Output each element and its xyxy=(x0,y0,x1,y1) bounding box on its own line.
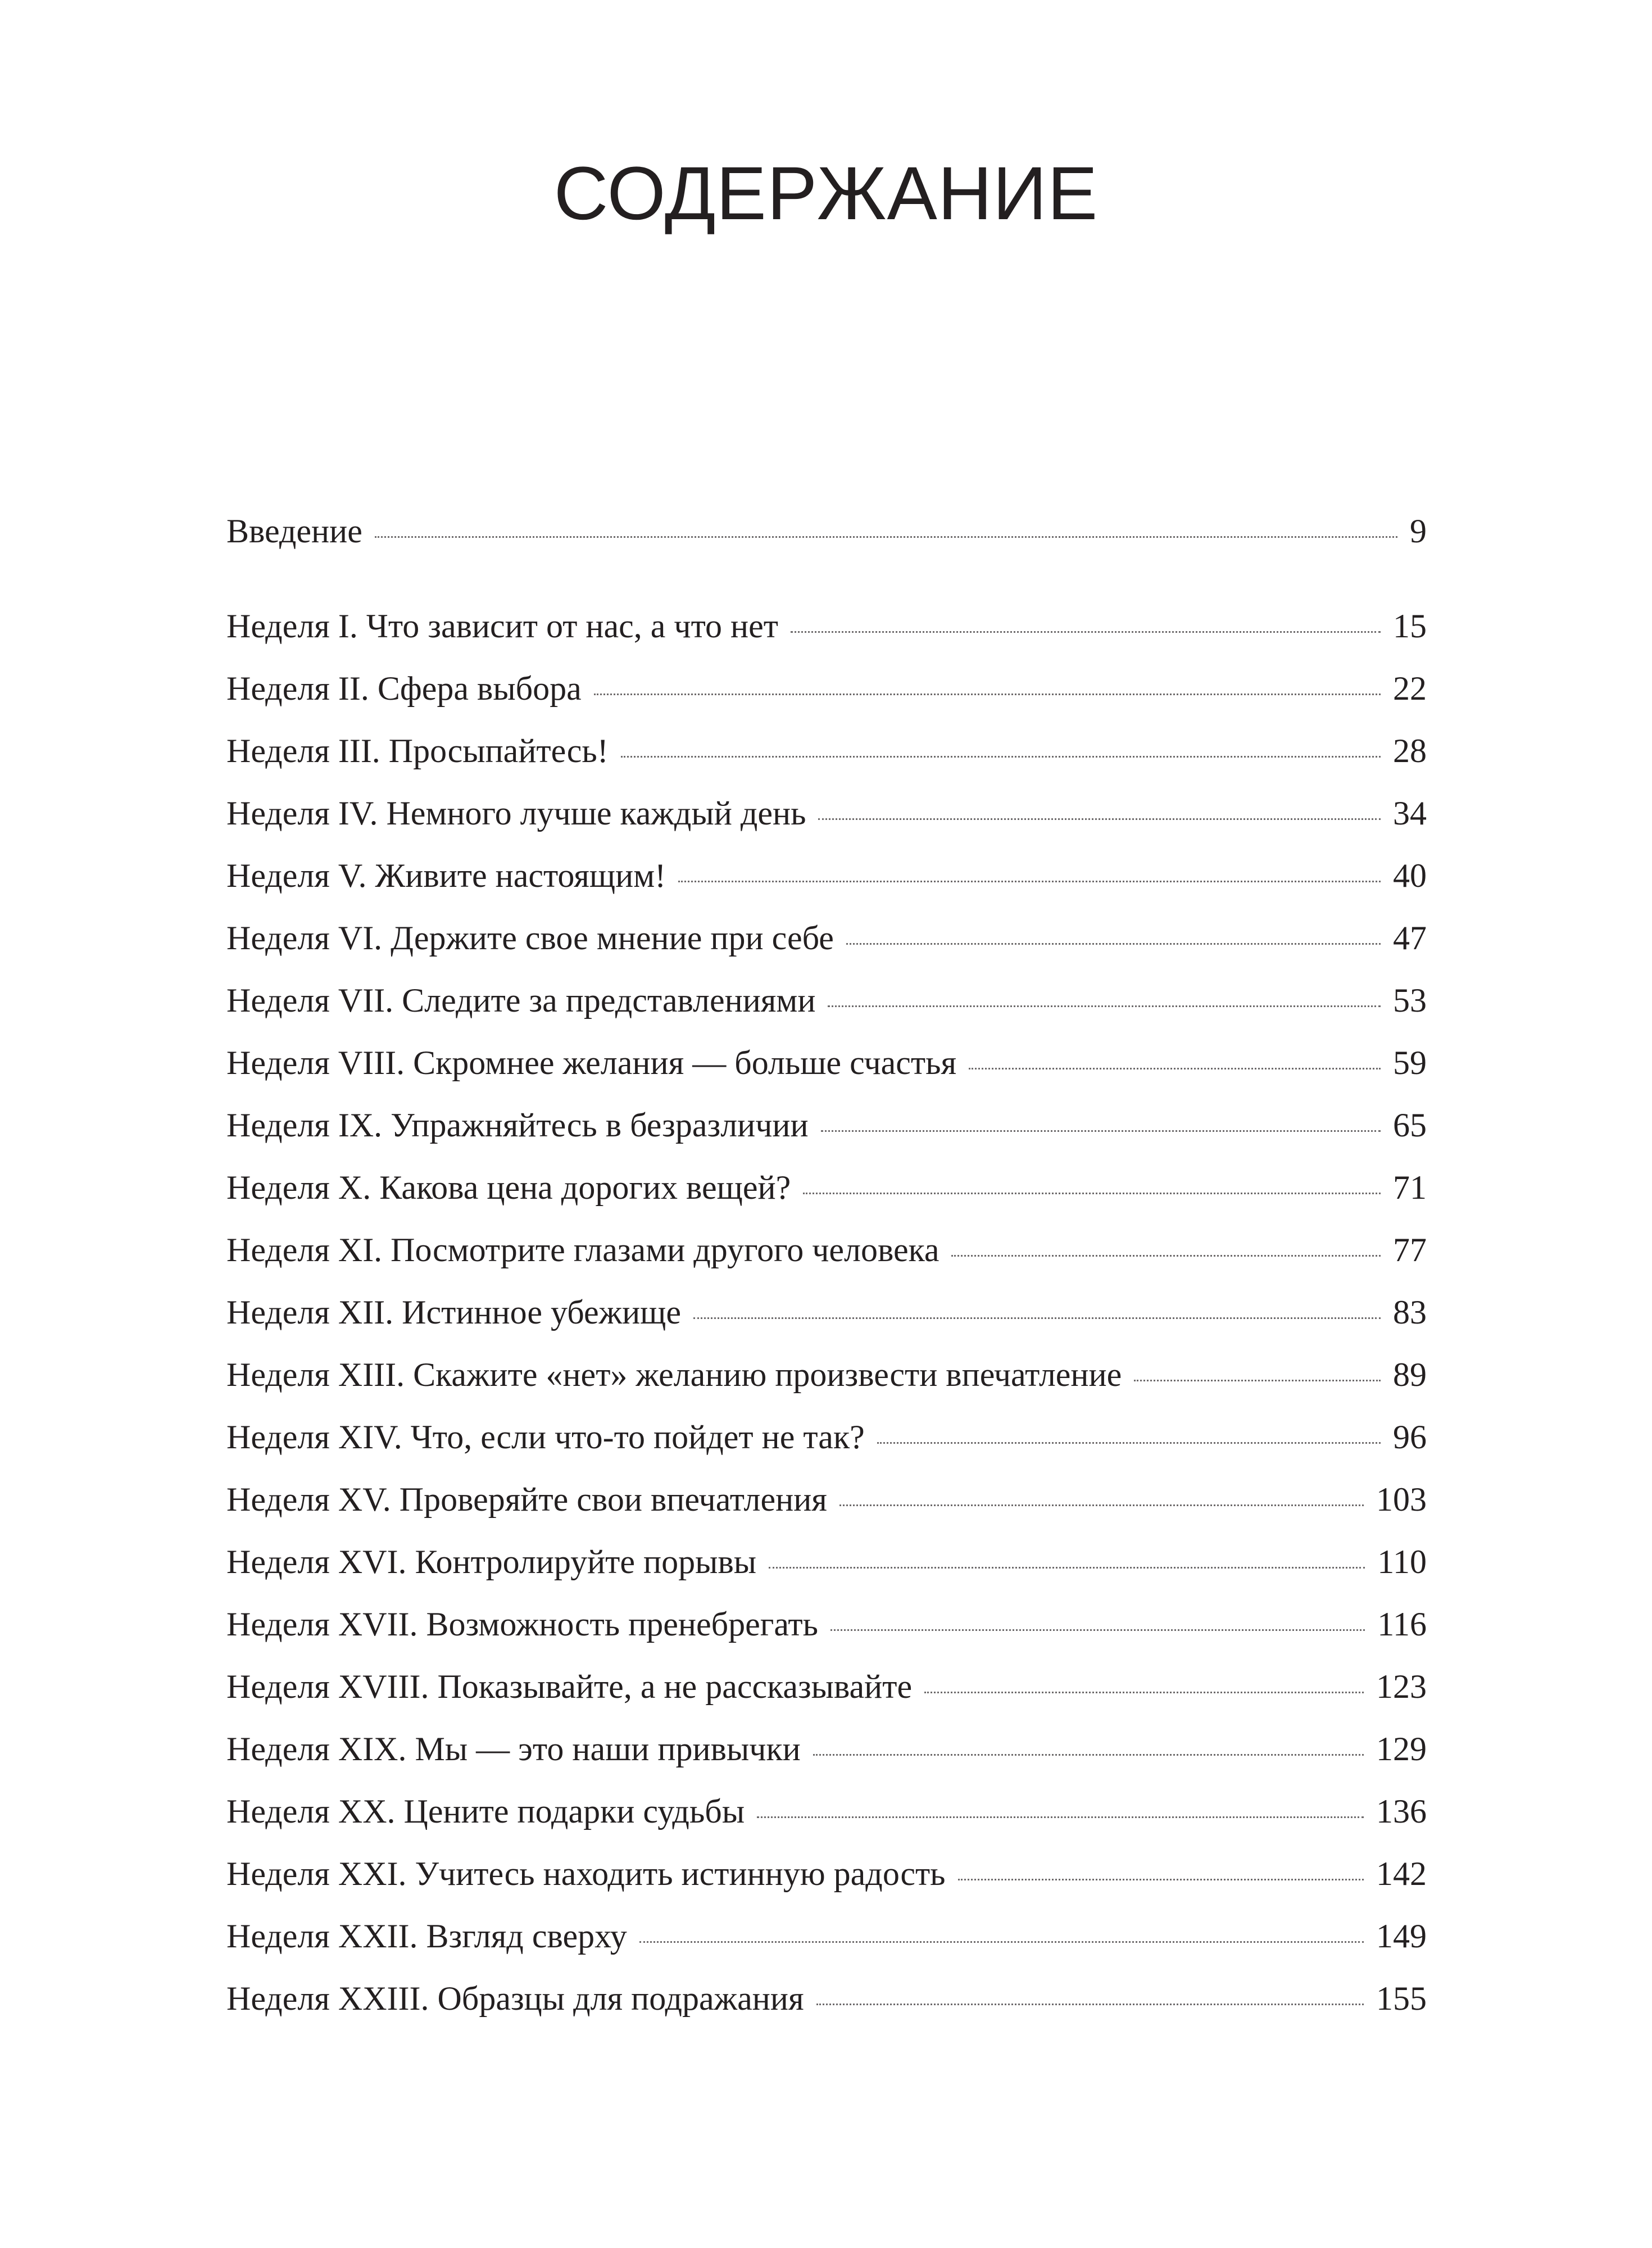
toc-dot-leader xyxy=(969,1068,1381,1069)
toc-dot-leader xyxy=(816,2004,1364,2005)
toc-entry-label: Неделя IX. Упражняйтесь в безразличии xyxy=(226,1107,809,1144)
toc-entry-page: 149 xyxy=(1376,1918,1427,1955)
toc-entry-page: 123 xyxy=(1376,1668,1427,1705)
toc-entry-label: Неделя XIX. Мы — это наши привычки xyxy=(226,1730,801,1767)
toc-dot-leader xyxy=(818,818,1381,820)
toc-entry-label: Введение xyxy=(226,513,362,550)
toc-entry-week-8 xyxy=(226,1032,1427,1094)
toc-entry-week-21 xyxy=(226,1843,1427,1905)
toc-entry-label: Неделя I. Что зависит от нас, а что нет xyxy=(226,608,779,645)
toc-entry-page: 71 xyxy=(1393,1169,1427,1206)
toc-dot-leader xyxy=(791,631,1381,633)
toc-dot-leader xyxy=(924,1692,1364,1693)
toc-entry-page: 77 xyxy=(1393,1231,1427,1268)
toc-entry-page: 15 xyxy=(1393,608,1427,645)
toc-entry-page: 59 xyxy=(1393,1044,1427,1081)
toc-entry-label: Неделя XI. Посмотрите глазами другого человека xyxy=(226,1231,940,1268)
toc-entry-page: 9 xyxy=(1410,513,1427,550)
toc-dot-leader xyxy=(813,1754,1364,1756)
toc-entry-page: 103 xyxy=(1376,1481,1427,1518)
toc-entry-label: Неделя XX. Цените подарки судьбы xyxy=(226,1793,745,1830)
toc-entry-week-7 xyxy=(226,969,1427,1032)
toc-entry-label: Неделя XVI. Контролируйте порывы xyxy=(226,1543,757,1580)
toc-dot-leader xyxy=(830,1629,1365,1631)
table-of-contents xyxy=(226,500,1427,2030)
toc-entry-label: Неделя XV. Проверяйте свои впечатления xyxy=(226,1481,827,1518)
toc-entry-label: Неделя XXI. Учитесь находить истинную радость xyxy=(226,1855,946,1892)
toc-entry-label: Неделя II. Сфера выбора xyxy=(226,670,582,707)
toc-entry-week-4 xyxy=(226,782,1427,845)
toc-entry-page: 136 xyxy=(1376,1793,1427,1830)
toc-entry-week-1 xyxy=(226,595,1427,658)
toc-entry-week-15 xyxy=(226,1469,1427,1531)
toc-entry-label: Неделя VIII. Скромнее желания — больше счастья xyxy=(226,1044,957,1081)
toc-entry-week-2 xyxy=(226,658,1427,720)
toc-entry-page: 47 xyxy=(1393,919,1427,957)
toc-dot-leader xyxy=(757,1816,1364,1818)
toc-entry-week-11 xyxy=(226,1219,1427,1281)
toc-dot-leader xyxy=(639,1941,1364,1943)
toc-dot-leader xyxy=(877,1442,1381,1444)
toc-entry-page: 110 xyxy=(1377,1543,1427,1580)
toc-entry-page: 116 xyxy=(1377,1606,1427,1643)
toc-entry-label: Неделя V. Живите настоящим! xyxy=(226,857,666,894)
toc-entry-label: Неделя XXIII. Образцы для подражания xyxy=(226,1980,804,2017)
toc-dot-leader xyxy=(678,881,1381,882)
toc-entry-page: 22 xyxy=(1393,670,1427,707)
toc-entry-week-19 xyxy=(226,1718,1427,1780)
toc-dot-leader xyxy=(821,1130,1381,1132)
toc-entry-week-16 xyxy=(226,1531,1427,1593)
toc-entry-week-20 xyxy=(226,1780,1427,1843)
toc-entry-label: Неделя XXII. Взгляд сверху xyxy=(226,1918,627,1955)
toc-entry-page: 53 xyxy=(1393,982,1427,1019)
toc-entry-week-13 xyxy=(226,1344,1427,1406)
toc-entry-label: Неделя VII. Следите за представлениями xyxy=(226,982,816,1019)
toc-entry-intro xyxy=(226,500,1427,563)
toc-entry-label: Неделя XVIII. Показывайте, а не рассказывайте xyxy=(226,1668,913,1705)
page-title: СОДЕРЖАНИЕ xyxy=(553,152,1099,235)
toc-dot-leader xyxy=(846,943,1381,945)
toc-entry-week-18 xyxy=(226,1656,1427,1718)
toc-entry-page: 89 xyxy=(1393,1356,1427,1393)
toc-dot-leader xyxy=(958,1879,1364,1880)
toc-entry-week-14 xyxy=(226,1406,1427,1469)
toc-entry-label: Неделя XII. Истинное убежище xyxy=(226,1294,682,1331)
toc-entry-label: Неделя X. Какова цена дорогих вещей? xyxy=(226,1169,791,1206)
toc-entry-page: 40 xyxy=(1393,857,1427,894)
toc-entry-week-5 xyxy=(226,845,1427,907)
toc-dot-leader xyxy=(951,1255,1381,1257)
toc-entry-week-6 xyxy=(226,907,1427,969)
toc-entry-label: Неделя XVII. Возможность пренебрегать xyxy=(226,1606,819,1643)
toc-dot-leader xyxy=(693,1317,1381,1319)
toc-entry-week-17 xyxy=(226,1593,1427,1656)
toc-dot-leader xyxy=(839,1504,1364,1506)
toc-entry-page: 83 xyxy=(1393,1294,1427,1331)
toc-dot-leader xyxy=(803,1193,1381,1194)
toc-entry-week-23 xyxy=(226,1968,1427,2030)
toc-dot-leader xyxy=(769,1567,1365,1569)
toc-entry-week-22 xyxy=(226,1905,1427,1968)
toc-entry-label: Неделя III. Просыпайтесь! xyxy=(226,732,609,769)
toc-entry-label: Неделя XIV. Что, если что-то пойдет не так? xyxy=(226,1418,865,1456)
toc-dot-leader xyxy=(621,756,1381,758)
toc-dot-leader xyxy=(375,536,1397,538)
toc-entry-week-12 xyxy=(226,1281,1427,1344)
toc-entry-week-10 xyxy=(226,1157,1427,1219)
toc-entry-week-9 xyxy=(226,1094,1427,1157)
toc-entry-label: Неделя IV. Немного лучше каждый день xyxy=(226,795,806,832)
toc-dot-leader xyxy=(828,1005,1381,1007)
toc-entry-page: 142 xyxy=(1376,1855,1427,1892)
toc-entry-page: 28 xyxy=(1393,732,1427,769)
toc-entry-page: 96 xyxy=(1393,1418,1427,1456)
toc-entry-page: 65 xyxy=(1393,1107,1427,1144)
toc-entry-page: 129 xyxy=(1376,1730,1427,1767)
toc-entry-label: Неделя XIII. Скажите «нет» желанию произвести впечатление xyxy=(226,1356,1122,1393)
toc-entry-label: Неделя VI. Держите свое мнение при себе xyxy=(226,919,834,957)
toc-entry-week-3 xyxy=(226,720,1427,782)
toc-dot-leader xyxy=(1134,1380,1381,1381)
toc-entry-page: 155 xyxy=(1376,1980,1427,2017)
toc-entry-page: 34 xyxy=(1393,795,1427,832)
toc-dot-leader xyxy=(594,694,1381,695)
